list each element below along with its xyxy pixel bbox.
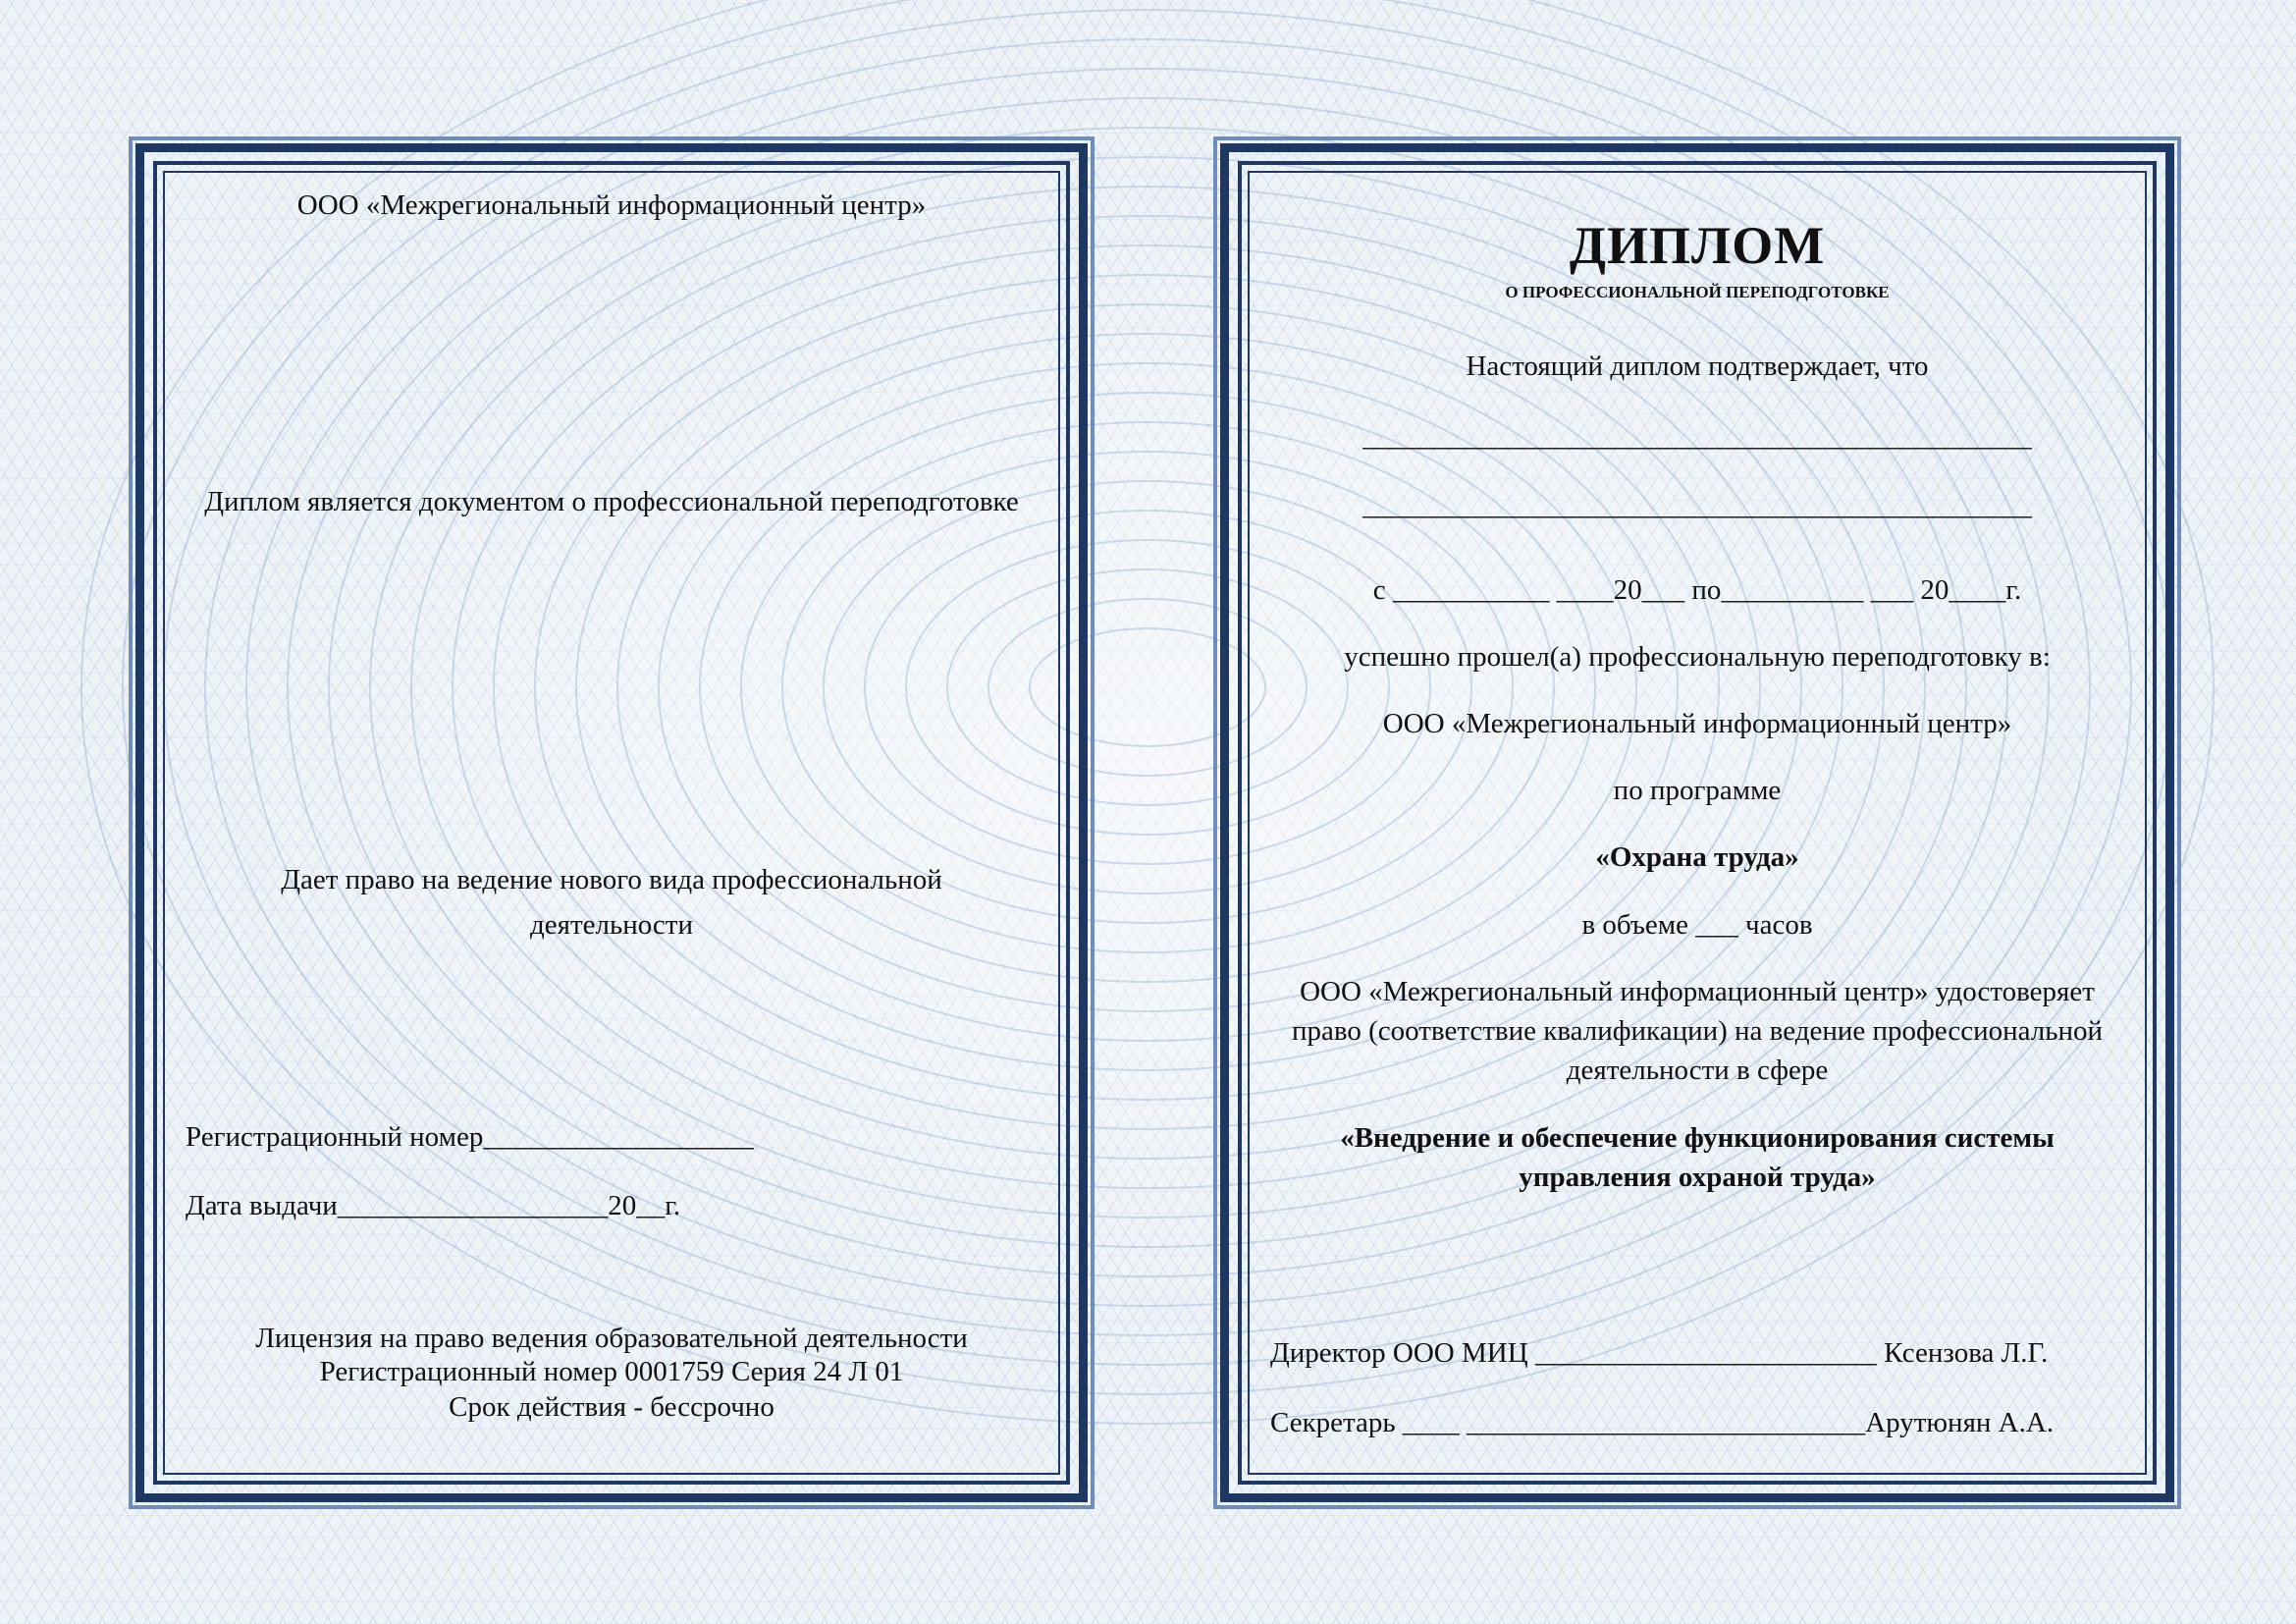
rights-line-1: Дает право на ведение нового вида профессиональной xyxy=(281,864,942,895)
certifies-line-1: ООО «Межрегиональный информационный центр» удостоверяет xyxy=(1300,976,2095,1007)
recipient-name-line-2: _______________________________________________ xyxy=(1362,490,2032,521)
sphere-line-2: управления охраной труда» xyxy=(1519,1162,1876,1193)
sphere-line-1: «Внедрение и обеспечение функционирования системы xyxy=(1340,1122,2055,1154)
program-volume: в объеме ___ часов xyxy=(1581,909,1813,941)
diploma-right-page xyxy=(1220,143,2174,1502)
secretary-signature-line: Секретарь ____ ____________________________Арутюнян А.А. xyxy=(1270,1407,2055,1438)
director-signature-line: Директор ООО МИЦ ________________________ Ксензова Л.Г. xyxy=(1270,1337,2049,1369)
issue-date-field: Дата выдачи___________________20__г. xyxy=(186,1190,681,1221)
training-org-name: ООО «Межрегиональный информационный центр» xyxy=(1382,708,2012,739)
diploma-title: ДИПЛОМ xyxy=(1569,216,1826,275)
rights-line-2: деятельности xyxy=(529,909,693,941)
confirms-text: Настоящий диплом подтверждает, что xyxy=(1466,351,1929,382)
completion-text: успешно прошел(а) профессиональную переподготовку в: xyxy=(1344,641,2051,673)
license-line-2: Регистрационный номер 0001759 Серия 24 Л 01 xyxy=(319,1356,904,1387)
license-validity: Срок действия - бессрочно xyxy=(449,1391,774,1423)
certifies-line-2: право (соответствие квалификации) на ведение профессиональной xyxy=(1291,1015,2104,1047)
diploma-left-page xyxy=(135,143,1088,1502)
certifies-line-3: деятельности в сфере xyxy=(1566,1055,1829,1086)
program-name: «Охрана труда» xyxy=(1595,841,1799,873)
issuer-org-name: ООО «Межрегиональный информационный центр» xyxy=(296,189,927,221)
recipient-name-line-1: _______________________________________________ xyxy=(1362,421,2032,453)
document-statement: Диплом является документом о профессиональной переподготовке xyxy=(204,486,1019,517)
registration-number-field: Регистрационный номер___________________ xyxy=(186,1121,754,1153)
program-intro: по программе xyxy=(1613,775,1782,806)
license-line-1: Лицензия на право ведения образовательной деятельности xyxy=(255,1323,968,1354)
study-period: с ___________ ____20___ по__________ ___ 20____г. xyxy=(1372,574,2022,606)
diploma-subtitle: О ПРОФЕССИОНАЛЬНОЙ ПЕРЕПОДГОТОВКЕ xyxy=(1505,283,1890,301)
